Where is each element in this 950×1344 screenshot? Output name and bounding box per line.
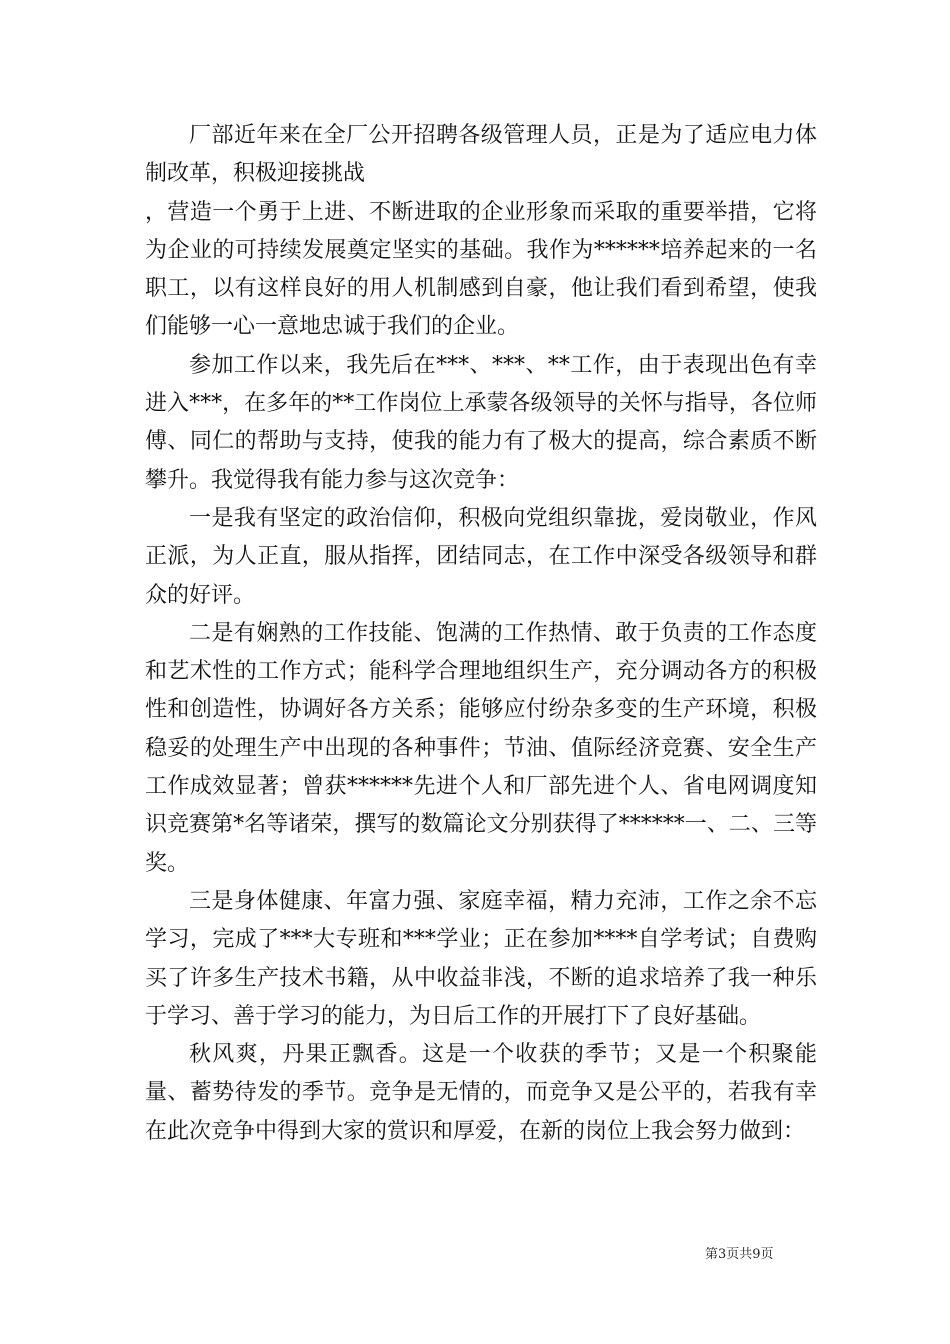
paragraph-4: 一是我有坚定的政治信仰，积极向党组织靠拢，爱岗敬业，作风正派，为人正直，服从指挥，团结同志，在工作中深受各级领导和群众的好评。 (145, 505, 817, 608)
paragraph-6: 三是身体健康、年富力强、家庭幸福，精力充沛，工作之余不忘学习，完成了***大专班和***学业；正在参加****自学考试；自费购买了许多生产技术书籍，从中收益非浅，不断的追求培养了我一种乐于学习、善于学习的能力，为日后工作的开展打下了良好基础。 (145, 888, 817, 1029)
paragraph-1: 厂部近年来在全厂公开招聘各级管理人员，正是为了适应电力体制改革，积极迎接挑战 (145, 123, 817, 187)
document-body (145, 117, 817, 1151)
paragraph-2: ，营造一个勇于上进、不断进取的企业形象而采取的重要举措，它将为企业的可持续发展奠定坚实的基础。我作为******培养起来的一名职工，以有这样良好的用人机制感到自豪，他让我们看到希望，使我们能够一心一意地忠诚于我们的企业。 (145, 199, 817, 340)
paragraph-7: 秋风爽，丹果正飘香。这是一个收获的季节；又是一个积聚能量、蓄势待发的季节。竞争是无情的，而竞争又是公平的，若我有幸在此次竞争中得到大家的赏识和厚爱，在新的岗位上我会努力做到： (145, 1042, 817, 1144)
page-number-footer: 第3页共9页 (705, 1247, 774, 1262)
paragraph-3: 参加工作以来，我先后在***、***、**工作，由于表现出色有幸进入***，在多年的**工作岗位上承蒙各级领导的关怀与指导，各位师傅、同仁的帮助与支持，使我的能力有了极大的提高，综合素质不断攀升。我觉得我有能力参与这次竞争： (145, 352, 817, 493)
paragraph-5: 二是有娴熟的工作技能、饱满的工作热情、敢于负责的工作态度和艺术性的工作方式；能科学合理地组织生产，充分调动各方的积极性和创造性，协调好各方关系；能够应付纷杂多变的生产环境，积极稳妥的处理生产中出现的各种事件；节油、值际经济竞赛、安全生产工作成效显著；曾获******先进个人和厂部先进个人、省电网调度知识竞赛第*名等诸荣，撰写的数篇论文分别获得了******一、二、三等奖。 (145, 620, 817, 876)
